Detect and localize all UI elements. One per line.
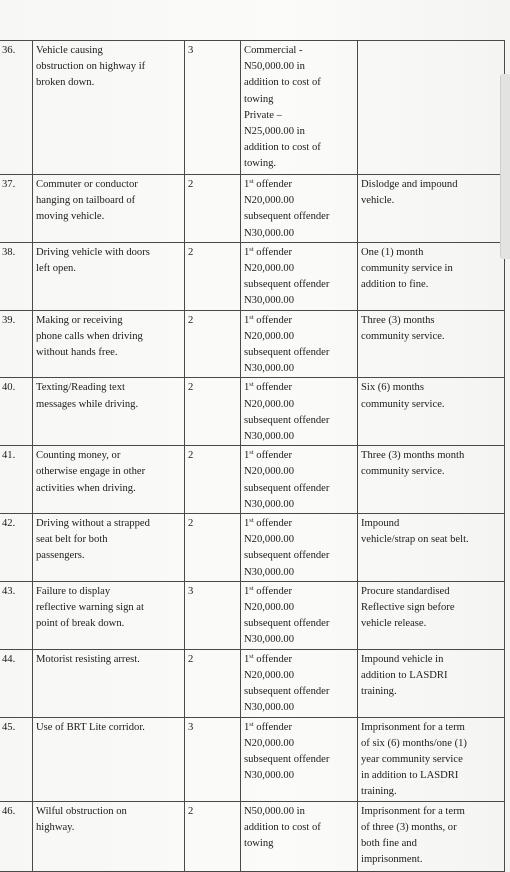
table-row	[0, 446, 505, 514]
offence-description: Motorist resisting arrest.	[33, 649, 185, 717]
offence-description: Vehicle causing obstruction on highway if broken down.	[33, 41, 185, 175]
fine-ordinal: 1	[244, 518, 250, 530]
offence-fine	[241, 378, 358, 446]
fine-ordinal: 1	[244, 246, 250, 258]
offence-penalty: One (1) month community service in addition to fine.	[358, 242, 505, 310]
fine-amounts: offender N20,000.00 subsequent offender N30,000.00	[244, 314, 330, 375]
offence-points: 3	[185, 581, 241, 649]
fine-amounts: offender N20,000.00 subsequent offender N30,000.00	[244, 721, 330, 782]
fine-amounts: offender N20,000.00 subsequent offender N30,000.00	[244, 450, 330, 510]
offence-fine: N50,000.00 in addition to cost of towing	[241, 801, 358, 871]
fine-amounts: offender N20,000.00 subsequent offender N30,000.00	[244, 585, 330, 646]
offence-penalty: Procure standardised Reflective sign before vehicle release.	[358, 581, 505, 649]
fine-amounts: offender N20,000.00 subsequent offender N30,000.00	[244, 382, 330, 443]
offence-fine	[241, 649, 358, 717]
offence-penalty: Imprisonment for a term of six (6) months/one (1) year community service in addition to LASDRI training.	[358, 717, 505, 801]
offence-penalty	[358, 41, 505, 175]
offence-penalty: Impound vehicle/strap on seat belt.	[358, 514, 505, 582]
offence-table	[0, 40, 505, 872]
offence-number: 43.	[0, 581, 33, 649]
fine-ordinal-suffix: st	[249, 449, 254, 457]
fine-ordinal: 1	[244, 585, 250, 597]
offence-fine	[241, 310, 358, 378]
offence-fine: Commercial - N50,000.00 in addition to cost of towing Private – N25,000.00 in addition to cost of towing.	[241, 41, 358, 175]
fine-ordinal-suffix: st	[249, 584, 254, 592]
offence-fine	[241, 514, 358, 582]
offence-description: Counting money, or otherwise engage in other activities when driving.	[33, 446, 185, 514]
fine-amounts: offender N20,000.00 subsequent offender N30,000.00	[244, 518, 330, 578]
fine-ordinal-suffix: st	[249, 517, 254, 525]
offence-fine	[241, 446, 358, 514]
offence-number: 39.	[0, 310, 33, 378]
offence-number: 38.	[0, 242, 33, 310]
table-row	[0, 242, 505, 310]
offence-points: 3	[185, 41, 241, 175]
offence-description: Driving without a strapped seat belt for both passengers.	[33, 514, 185, 582]
offence-points: 2	[185, 446, 241, 514]
offence-points: 3	[185, 717, 241, 801]
fine-ordinal-suffix: st	[249, 381, 254, 389]
fine-amounts: offender N20,000.00 subsequent offender N30,000.00	[244, 653, 330, 714]
fine-ordinal-suffix: st	[249, 178, 254, 185]
offence-description: Driving vehicle with doors left open.	[33, 242, 185, 310]
fine-ordinal: 1	[244, 450, 250, 462]
offence-penalty: Impound vehicle in addition to LASDRI training.	[358, 649, 505, 717]
fine-ordinal-suffix: st	[249, 720, 254, 728]
offence-points: 2	[185, 310, 241, 378]
offence-number: 45.	[0, 717, 33, 801]
offence-fine	[241, 175, 358, 243]
table-row	[0, 801, 505, 871]
offence-penalty: Three (3) months community service.	[358, 310, 505, 378]
fine-ordinal: 1	[244, 721, 250, 733]
fine-ordinal-suffix: st	[249, 652, 254, 660]
fine-ordinal: 1	[244, 314, 250, 326]
fine-ordinal: 1	[244, 653, 250, 665]
offence-penalty: Three (3) months month community service.	[358, 446, 505, 514]
offence-description: Commuter or conductor hanging on tailboard of moving vehicle.	[33, 175, 185, 243]
offence-description: Failure to display reflective warning sign at point of break down.	[33, 581, 185, 649]
fine-amounts: offender N20,000.00 subsequent offender N30,000.00	[244, 179, 330, 239]
fine-ordinal: 1	[244, 382, 250, 394]
offence-penalty: Dislodge and impound vehicle.	[358, 175, 505, 243]
offence-description: Making or receiving phone calls when driving without hands free.	[33, 310, 185, 378]
offence-number: 36.	[0, 41, 33, 175]
offence-number: 46.	[0, 801, 33, 871]
offence-fine	[241, 242, 358, 310]
table-row	[0, 41, 505, 175]
table-row	[0, 378, 505, 446]
offence-penalty: Six (6) months community service.	[358, 378, 505, 446]
offence-points: 2	[185, 801, 241, 871]
offence-points: 2	[185, 242, 241, 310]
offence-description: Texting/Reading text messages while driving.	[33, 378, 185, 446]
fine-ordinal-suffix: st	[249, 245, 254, 253]
table-row	[0, 581, 505, 649]
offence-number: 42.	[0, 514, 33, 582]
fine-ordinal-suffix: st	[249, 313, 254, 321]
offence-points: 2	[185, 175, 241, 243]
offence-penalty: Imprisonment for a term of three (3) months, or both fine and imprisonment.	[358, 801, 505, 871]
table-row	[0, 310, 505, 378]
offence-description: Wilful obstruction on highway.	[33, 801, 185, 871]
offence-points: 2	[185, 514, 241, 582]
offence-description: Use of BRT Lite corridor.	[33, 717, 185, 801]
table-row	[0, 175, 505, 243]
fine-amounts: offender N20,000.00 subsequent offender N30,000.00	[244, 246, 330, 307]
offence-fine	[241, 717, 358, 801]
offence-number: 40.	[0, 378, 33, 446]
offence-points: 2	[185, 649, 241, 717]
table-row	[0, 514, 505, 582]
table-row	[0, 717, 505, 801]
table-row	[0, 649, 505, 717]
offence-number: 41.	[0, 446, 33, 514]
offence-fine	[241, 581, 358, 649]
offence-number: 37.	[0, 175, 33, 243]
offence-number: 44.	[0, 649, 33, 717]
fine-ordinal: 1	[244, 179, 250, 190]
offence-points: 2	[185, 378, 241, 446]
page-edge-tab	[500, 74, 510, 259]
